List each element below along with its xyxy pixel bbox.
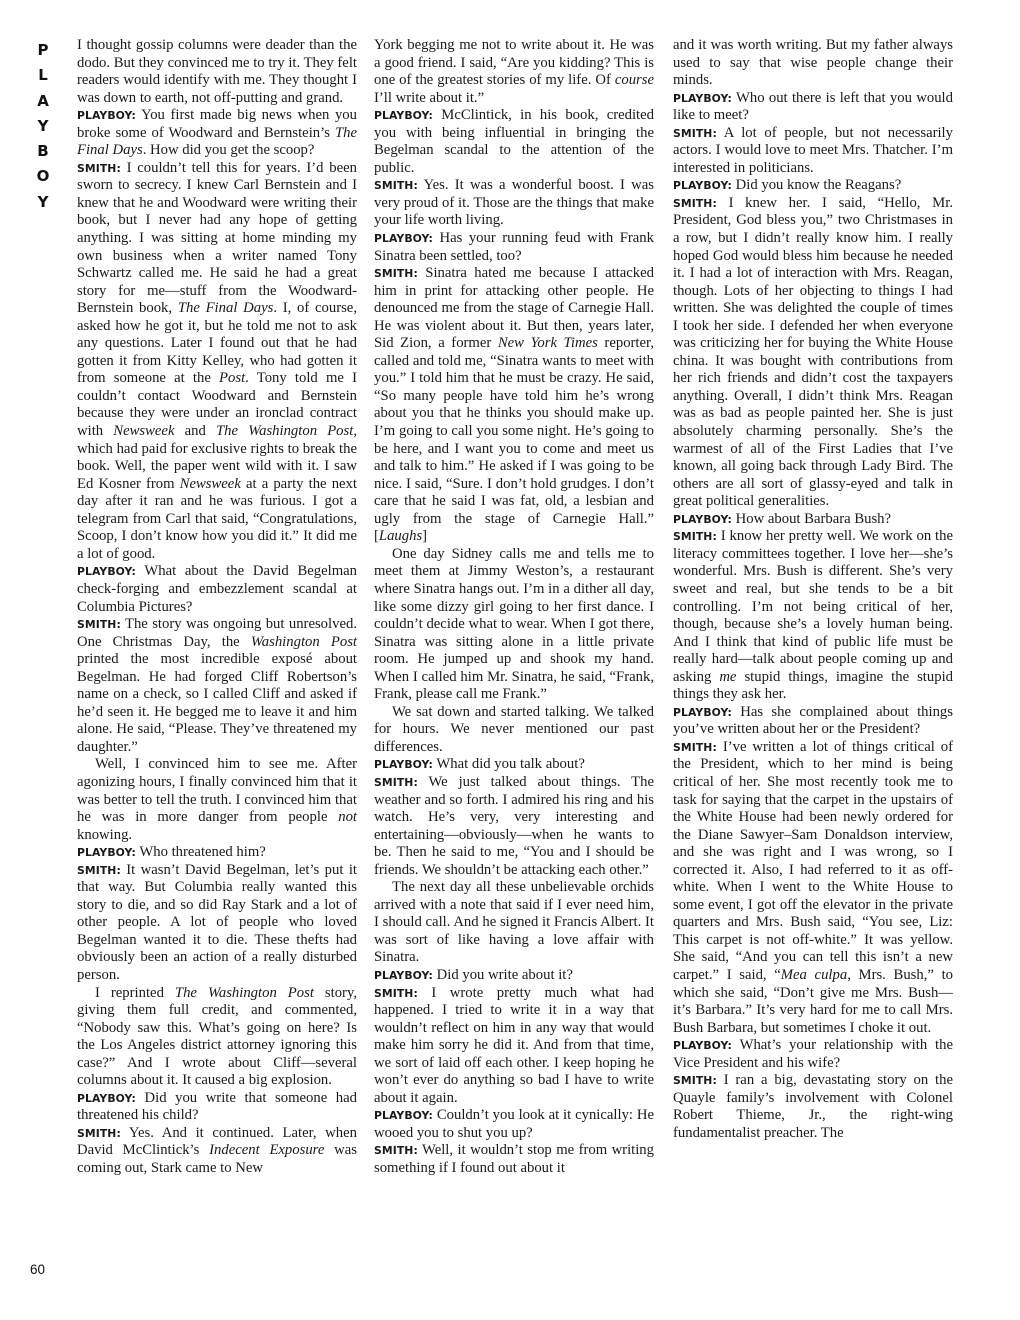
italic-text: The Final Days [77,124,357,159]
article-paragraph [77,756,357,844]
body-text: and [174,423,217,440]
article-paragraph [374,177,654,230]
article-paragraph [374,230,654,265]
body-text: Well, it wouldn’t stop me from writing something if I found out about it [374,1142,654,1176]
article-paragraph [374,37,654,107]
article-paragraph [374,879,654,967]
body-text: Has she complained about things you’ve written about her or the President? [673,703,953,738]
body-text: You first made big news when you broke some of Woodward and Bernstein’s [77,107,357,141]
body-text: Who out there is left that you would like to meet? [673,89,953,124]
italic-text: New York Times [497,335,598,352]
body-text: and it was worth writing. But my father always used to say that wise people change their minds. [673,37,953,89]
speaker-label: PLAYBOY: [77,109,136,123]
italic-text: Newsweek [179,475,241,492]
body-text: reporter, called and told me, “Sinatra wants to meet with you.” I told him that he must be crazy. He said, “So many people have told him he’s wrong about you that he thinks you should make up. I’m going to call you some night. He’s going to be here, and I want you to come and meet us and talk to him.” He asked if I was going to be nice. I said, “Sure. I don’t hold grudges. I don’t care that he said I was fat, old, a lesbian and ugly from the stage of Carnegie Hall.” [ [374,335,654,545]
article-paragraph [77,862,357,985]
body-text: It wasn’t David Begelman, let’s put it that way. But Columbia really wanted this story to die, and so did Ray Stark and a lot of other people. A lot of people who loved Begelman wanted it to die. These thefts had obviously been an action of a really disturbed person. [77,861,357,983]
body-text: . How did you get the scoop? [142,142,315,159]
body-text: Well, I convinced him to see me. After agonizing hours, I finally convinced him that it was better to tell the truth. I convinced him that he was in more danger from people [77,756,357,826]
italic-text: Laughs [378,528,423,545]
speaker-label: SMITH: [77,863,121,877]
article-paragraph [77,1125,357,1178]
speaker-label: PLAYBOY: [374,968,433,982]
article-paragraph [673,1037,953,1072]
speaker-label: PLAYBOY: [374,232,433,246]
italic-text: not [338,809,357,826]
body-text: I knew her. I said, “Hello, Mr. President, God bless you,” two Christmases in a row, but I didn’t really know him. I really hoped God would bless him because he needed it. I had a lot of interaction with Mrs. Reagan, though. Lots of her objecting to things I had written. She was delighted the couple of times I took her side. I defended her when everyone was criticizing her for buying the White House china. It was bought with contributions from her rich friends and didn’t cost the taxpayers anything. Overall, I didn’t think Mrs. Reagan was as bad as people painted her. She is just absolutely charming personally. She’s the warmest of all of the First Ladies that I’ve known, all going back through Lady Bird. The others are all sort of glassy-eyed and talk in great political generalities. [673,194,953,510]
body-text: Couldn’t you look at it cynically: He wooed you to shut you up? [374,1107,654,1141]
article-paragraph [673,1072,953,1142]
speaker-label: PLAYBOY: [673,91,732,105]
body-text: How about Barbara Bush? [731,510,892,527]
speaker-label: SMITH: [374,1144,418,1158]
speaker-label: PLAYBOY: [673,1039,732,1053]
body-text: story, giving them full credit, and commented, “Nobody saw this. What’s going on here? Is the Los Angeles district attorney ignoring this case?” And I wrote about Cliff—several columns about it. It caused a big explosion. [77,984,358,1089]
body-text: What about the David Begelman check-forging and embezzlement scandal at Columbia Pictures? [77,563,357,615]
article-paragraph [374,704,654,757]
body-text: . Tony told me I couldn’t contact Woodward and Bernstein because they were under an ironclad contract with [77,370,357,440]
body-text: ] [422,528,428,545]
body-text: stupid things, imagine the stupid things they ask her. [673,668,953,703]
italic-text: Washington Post [250,633,358,650]
article-paragraph [374,756,654,774]
italic-text: The Washington Post [216,423,354,440]
article-paragraph [374,265,654,546]
italic-text: Newsweek [113,423,175,440]
article-paragraph [77,844,357,862]
article-paragraph [77,1090,357,1125]
speaker-label: PLAYBOY: [374,109,433,123]
body-text: at a party the next day after it ran and he was furious. I got a telegram from Carl that said, “Congratulations, Scoop, I don’t know how you did it.” It did me a lot of good. [77,475,357,562]
article-paragraph [374,774,654,879]
article-paragraph [673,37,953,90]
body-text: The story was ongoing but unresolved. One Christmas Day, the [77,616,357,650]
body-text: I couldn’t tell this for years. I’d been sworn to secrecy. I knew Carl Bernstein and I knew that he and Woodward were writing their book, but I never had any hope of getting anything. I was sitting at home minding my own business when a writer named Tony Schwartz called me. He said he had a great story for me—stuff from the Woodward-Bernstein book, [77,159,357,317]
body-text: I wrote pretty much what had happened. I tried to write it in a way that wouldn’t reflect on him in any way that would make him sorry he did it. And from that time, we sort of laid off each other. I keep hoping he won’t ever do anything so bad I have to write about it again. [374,984,654,1106]
body-text: , which had paid for exclusive rights to break the book. Well, the paper went wild with it. I saw Ed Kosner from [77,423,357,492]
speaker-label: PLAYBOY: [673,179,732,193]
speaker-label: SMITH: [673,740,717,754]
body-text: Yes. And it continued. Later, when David McClintick’s [77,1124,357,1159]
body-text: , Mrs. Bush,” to which she said, “Don’t give me Mrs. Bush—it’s Barbara.” It’s very hard for me to call Mrs. Bush Barbara, but sometimes I choke it out. [673,966,953,1036]
body-text: What’s your relationship with the Vice President and his wife? [673,1037,953,1071]
article-column-1 [77,37,357,1178]
article-column-2 [374,37,654,1178]
body-text: Sinatra hated me because I attacked him in print for attacking other people. He denounced me from the stage of Carnegie Hall. He was violent about it. But then, years later, Sid Zion, a former [374,265,654,352]
body-text: was coming out, Stark came to New [77,1142,357,1176]
speaker-label: PLAYBOY: [374,1109,433,1123]
body-text: Yes. It was a wonderful boost. I was very proud of it. Those are the things that make your life worth living. [374,177,654,229]
body-text: I thought gossip columns were deader than the dodo. But they convinced me to try it. They felt readers would identify with me. They thought I was down to earth, not off-putting and grand. [77,37,357,106]
article-paragraph [673,177,953,195]
article-paragraph [77,985,357,1090]
article-paragraph [673,704,953,739]
article-paragraph [77,160,357,564]
article-column-3 [673,37,953,1142]
article-paragraph [673,528,953,703]
body-text: One day Sidney calls me and tells me to meet them at Jimmy Weston’s, a restaurant where Sinatra hangs out. I’m in a dither all day, like some dizzy girl going to her first dance. I couldn’t decide what to wear. When I got there, Sinatra was sitting alone in a little private room. He jumped up and shook my hand. When I called him Mr. Sinatra, he said, “Frank, Frank, please call me Frank.” [374,545,654,703]
body-text: McClintick, in his book, credited you with being influential in bringing the Begelman scandal to the attention of the public. [374,107,654,176]
speaker-label: PLAYBOY: [77,565,136,579]
speaker-label: SMITH: [374,775,418,789]
speaker-label: SMITH: [77,618,121,632]
speaker-label: SMITH: [673,196,717,210]
body-text: A lot of people, but not necessarily actors. I would love to meet Mrs. Thatcher. I’m interested in politicians. [673,124,953,176]
speaker-label: SMITH: [374,267,418,281]
article-paragraph [374,985,654,1108]
body-text: I’ve written a lot of things critical of the President, which to her mind is being critical of her. She most recently took me to task for saying that the carpet in the upstairs of the White House had been newly ordered for the Diane Sawyer–Sam Donaldson interview, and she was right and I was wrong, so I corrected it. Also, I had referred to it as off-white. When I went to the White House to some event, I got off the elevator in the private quarters and Mrs. Bush said, “You see, Liz: This carpet is not off-white.” It was yellow. She said, “And you can tell this isn’t a new carpet.” I said, “ [673,738,953,983]
article-paragraph [673,125,953,178]
italic-text: me [719,668,737,685]
speaker-label: PLAYBOY: [374,758,433,772]
speaker-label: SMITH: [673,1074,717,1088]
body-text: printed the most incredible exposé about Begelman. He had forged Cliff Robertson’s name on a check, so I called Cliff and asked if he’d seen it. He begged me to leave it and him alone. He said, “Please. They’ve threatened my daughter.” [77,651,357,755]
article-paragraph [374,967,654,985]
speaker-label: SMITH: [374,986,418,1000]
speaker-label: SMITH: [77,1126,121,1140]
italic-text: The Final Days [177,300,274,317]
article-paragraph [374,1142,654,1177]
article-paragraph [374,107,654,177]
article-paragraph [673,739,953,1037]
body-text: I’ll write about it.” [374,89,485,106]
article-paragraph [77,37,357,107]
speaker-label: SMITH: [374,179,418,193]
article-paragraph [673,195,953,511]
article-paragraph [673,511,953,529]
body-text: Who threatened him? [135,844,266,861]
body-text: We sat down and started talking. We talked for hours. We never mentioned our past differences. [374,703,654,755]
speaker-label: PLAYBOY: [673,512,732,526]
body-text: What did you talk about? [432,756,585,773]
body-text: I reprinted [95,984,175,1001]
italic-text: Mea culpa [780,966,848,983]
magazine-name-vertical: P L A Y B O Y [36,41,50,211]
speaker-label: SMITH: [77,161,121,175]
body-text: Did you write that someone had threatened his child? [77,1089,357,1124]
article-paragraph [374,546,654,704]
italic-text: Indecent Exposure [209,1142,325,1159]
body-text: York begging me not to write about it. He was a good friend. I said, “Are you kidding? This is one of the greatest stories of my life. Of [374,37,654,89]
body-text: . I, of course, asked how he got it, but he told me not to ask any questions. Later I found out that he had gotten it from Kitty Kelley, who had gotten it from someone at the [77,300,357,387]
italic-text: Post [219,370,246,387]
body-text: I know her pretty well. We work on the literacy committees together. I love her—she’s wonderful. Mrs. Bush is different. She’s very sweet and real, but she tends to be a bit controlling. I’m not being critical of her, though, because she’s a lovely human being. And I think that kind of public life must be really hard—talk about people coming up and asking [673,528,953,685]
body-text: Did you write about it? [432,966,573,983]
speaker-label: PLAYBOY: [77,846,136,860]
article-paragraph [77,563,357,616]
body-text: knowing. [77,826,133,843]
body-text: I ran a big, devastating story on the Quayle family’s involvement with Colonel Robert Thieme, Jr., the right-wing fundamentalist preacher. The [673,1072,953,1141]
page-number: 60 [30,1262,46,1277]
speaker-label: SMITH: [673,530,717,544]
body-text: Did you know the Reagans? [731,177,902,194]
article-paragraph [374,1107,654,1142]
italic-text: course [614,72,654,89]
italic-text: The Washington Post [174,984,314,1001]
article-paragraph [77,616,357,756]
body-text: Has your running feud with Frank Sinatra been settled, too? [374,230,654,264]
speaker-label: SMITH: [673,126,717,140]
body-text: The next day all these unbelievable orchids arrived with a note that said if I ever need him, I should call. And he signed it Francis Albert. It was sort of like having a love affair with Sinatra. [374,879,654,966]
article-paragraph [77,107,357,160]
speaker-label: PLAYBOY: [77,1091,136,1105]
article-paragraph [673,90,953,125]
speaker-label: PLAYBOY: [673,705,732,719]
body-text: We just talked about things. The weather and so forth. I admired his ring and his watch. He’s very, very interesting and entertaining—obviously—when he wants to be. Then he said to me, “You and I should be friends. We shouldn’t be attacking each other.” [374,773,654,878]
